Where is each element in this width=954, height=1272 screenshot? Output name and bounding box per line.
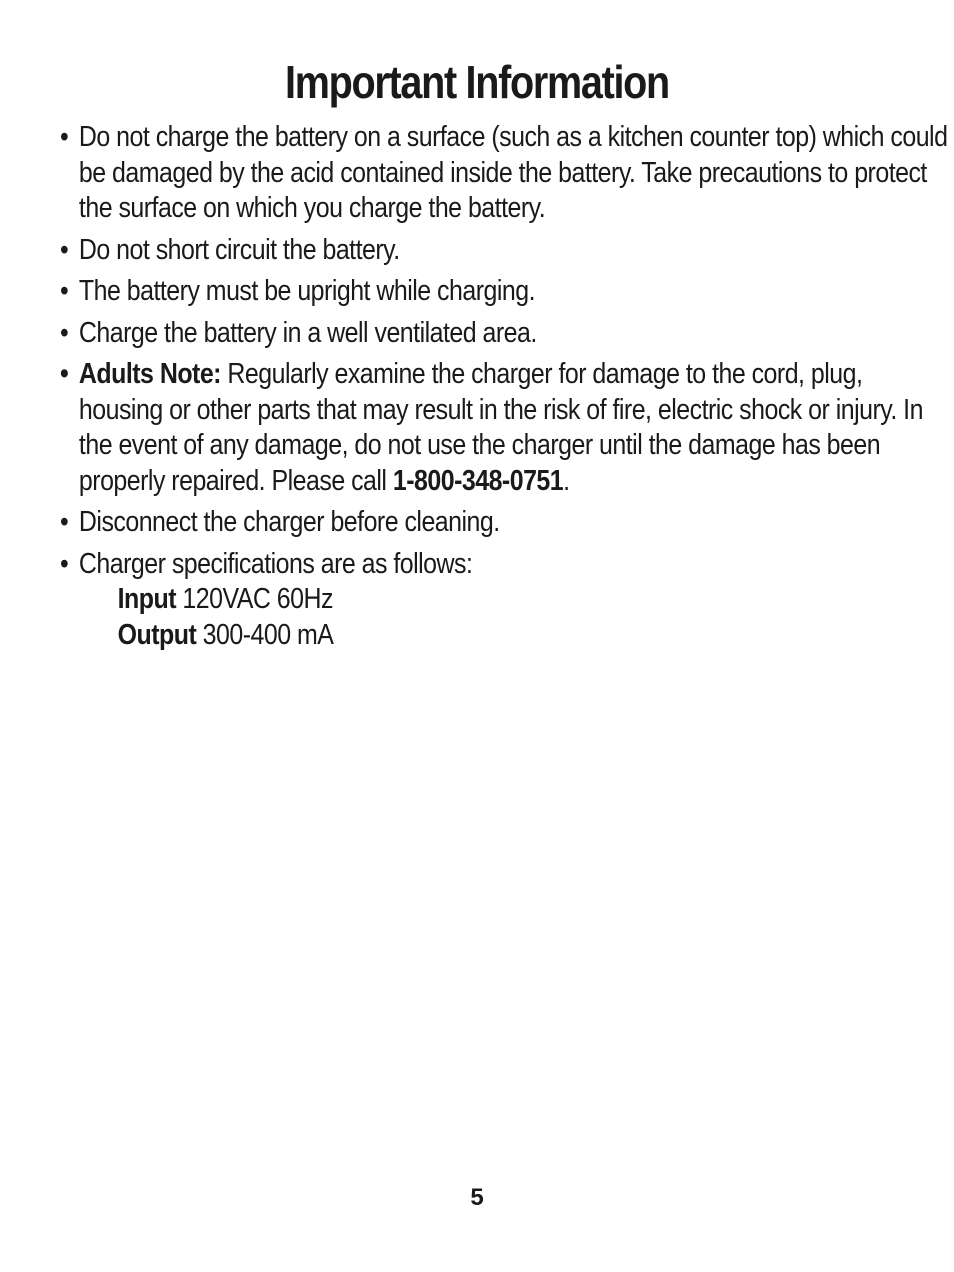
specs-item — [60, 547, 948, 654]
adults-note-item — [60, 357, 948, 499]
page-title: Important Information — [285, 56, 669, 108]
bullet: • — [60, 316, 69, 349]
spec-input-row — [79, 582, 948, 618]
specs-intro: Charger specifications are as follows: — [78, 547, 473, 580]
adults-note-label: Adults Note: — [78, 358, 221, 390]
list-item-text: Do not charge the battery on a surface (such as a kitchen counter top) which could be damaged by the acid contained inside the battery. Take precautions to protect the surface on which you charge the battery. — [78, 121, 948, 224]
list-item-text: The battery must be upright while charging. — [78, 275, 536, 307]
list-item — [60, 316, 948, 352]
bullet: • — [60, 233, 69, 266]
list-item-text: Do not short circuit the battery. — [78, 233, 400, 266]
bullet: • — [60, 506, 69, 538]
list-item — [60, 233, 948, 269]
spec-output-row — [79, 618, 948, 654]
list-item-text: Charge the battery in a well ventilated area. — [78, 316, 537, 349]
page-number: 5 — [470, 1184, 484, 1211]
spec-output-value: 300-400 mA — [196, 618, 334, 651]
safety-list — [60, 120, 948, 659]
list-item-text: Disconnect the charger before cleaning. — [78, 506, 500, 538]
spec-output-label: Output — [117, 618, 197, 651]
bullet: • — [60, 275, 69, 307]
adults-note-text: Regularly examine the charger for damage to the cord, plug, housing or other parts that may result in the risk of fire, electric shock or injury. In the event of any damage, do not use the charger until the damage has been properly repaired. Please call — [78, 358, 923, 497]
bullet: • — [60, 547, 69, 580]
list-item — [60, 505, 948, 541]
spec-input-label: Input — [117, 583, 176, 615]
list-item — [60, 274, 948, 310]
bullet: • — [60, 121, 69, 153]
bullet: • — [60, 358, 69, 390]
spec-input-value: 120VAC 60Hz — [175, 583, 333, 615]
list-item — [60, 120, 948, 227]
phone-number: 1-800-348-0751 — [392, 464, 564, 497]
adults-note-end: . — [563, 464, 570, 497]
